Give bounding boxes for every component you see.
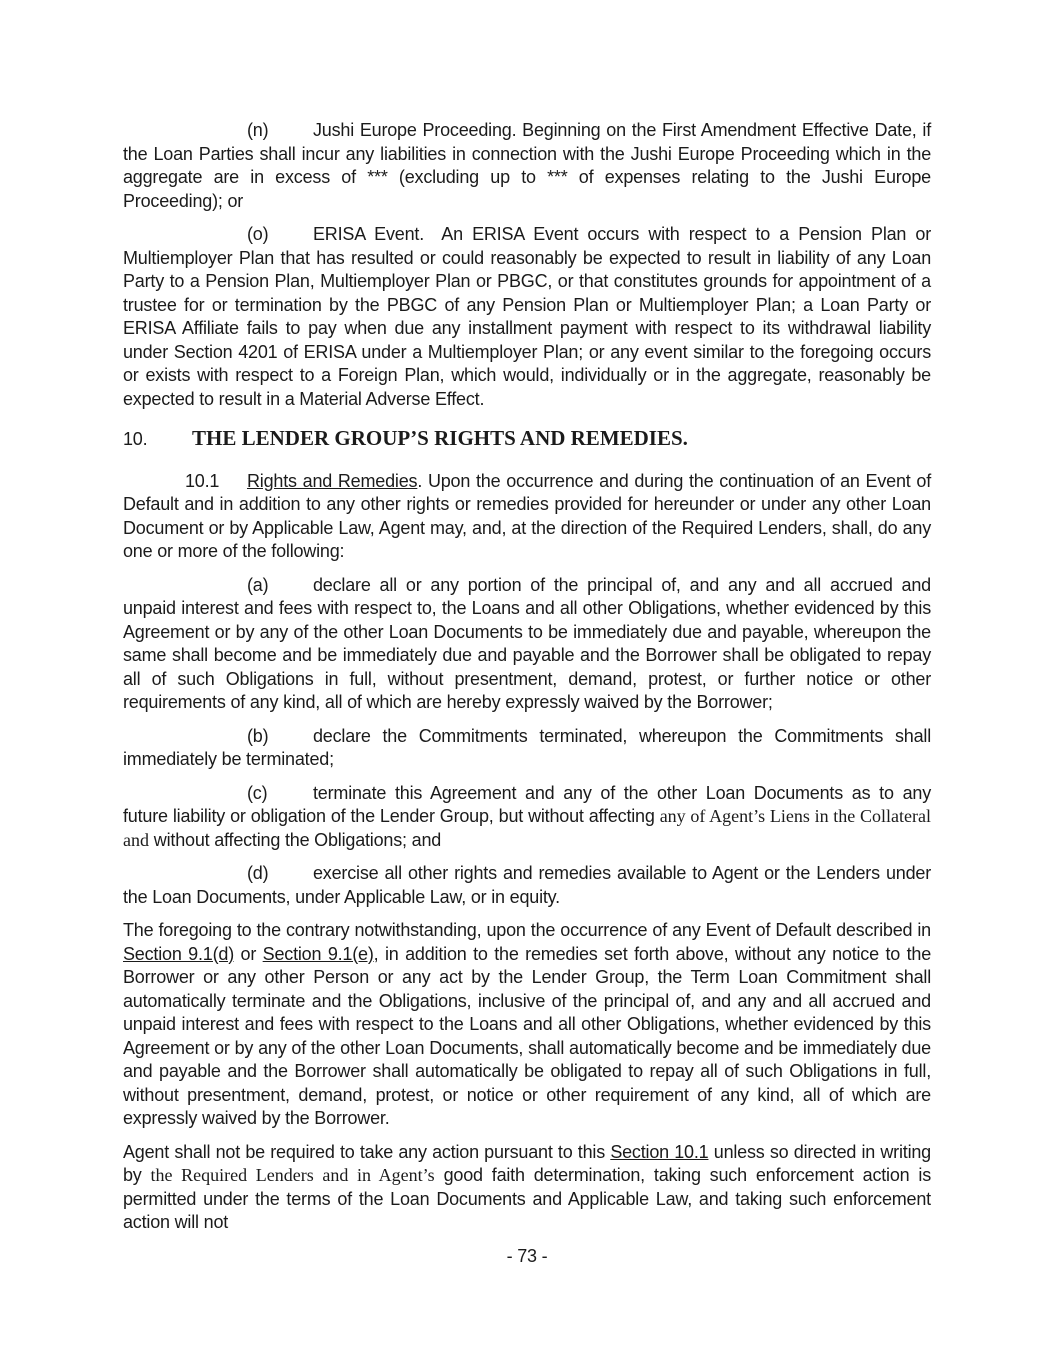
paragraph-c bbox=[123, 782, 931, 853]
paragraph-10-1 bbox=[123, 470, 931, 564]
paragraph-foregoing-text-3: , in addition to the remedies set forth above, without any notice to the Borrower or any other Person or any act by the Lender Group, the Term Loan Commitment shall automatically terminate and the Obligations, inclusive of the principal of, and any and all accrued and unpaid interest and fees with respect to the Loans and all other Obligations, whether evidenced by this Agreement or by any of the other Loan Documents, shall automatically become and be immediately due and payable and the Borrower shall automatically be obligated to repay all of such Obligations in full, without presentment, demand, protest, or notice or other requirement of any kind, all of which are expressly waived by the Borrower. bbox=[123, 943, 932, 1128]
paragraph-n bbox=[123, 119, 931, 213]
paragraph-d-text: exercise all other rights and remedies available to Agent or the Lenders under the Loan Documents, under Applicable Law, or in equity. bbox=[123, 863, 931, 907]
paragraph-b-label: (b) bbox=[247, 725, 269, 746]
paragraph-foregoing-text-1: The foregoing to the contrary notwithstanding, upon the occurrence of any Event of Default described in bbox=[123, 920, 931, 940]
paragraph-c-serif-text: any of Agent’s Liens in the Collateral and bbox=[123, 806, 931, 850]
paragraph-agent-text-3: good faith determination, taking such enforcement action is permitted under the terms of the Loan Documents and Applicable Law, and taking such enforcement action will not bbox=[123, 1165, 931, 1232]
paragraph-agent bbox=[123, 1141, 931, 1235]
paragraph-a-text: declare all or any portion of the principal of, and any and all accrued and unpaid interest and fees with respect to, the Loans and all other Obligations, whether evidenced by this Agreement or by any of the other Loan Documents to be immediately due and payable, whereupon the same shall become and be immediately due and payable and the Borrower shall be obligated to repay all of such Obligations in full, without presentment, demand, protest, or further notice or other requirements of any kind, all of which are hereby expressly waived by the Borrower; bbox=[123, 574, 931, 712]
paragraph-10-1-text: . Upon the occurrence and during the continuation of an Event of Default and in addition to any other rights or remedies provided for hereunder or under any other Loan Document or by Applicable Law, Agent may, and, at the direction of the Required Lenders, shall, do any one or more of the following: bbox=[123, 470, 932, 561]
paragraph-d-label: (d) bbox=[247, 863, 269, 883]
paragraph-a-label: (a) bbox=[247, 574, 269, 595]
paragraph-10-1-label: 10.1 bbox=[185, 470, 220, 491]
paragraph-o-text: ERISA Event. An ERISA Event occurs with respect to a Pension Plan or Multiemployer Plan that has resulted or could reasonably be expected to result in liability of any Loan Party to a Pension Plan, Multiemployer Plan or PBGC, or that constitutes grounds for appointment of a trustee for or termination by the PBGC of any Pension Plan or Multiemployer Plan; a Loan Party or ERISA Affiliate fails to pay when due any installment payment with respect to its withdrawal liability under Section 4201 of ERISA under a Multiemployer Plan; or any event similar to the foregoing occurs or exists with respect to a Foreign Plan, which would, individually or in the aggregate, reasonably be expected to result in a Material Adverse Effect. bbox=[123, 224, 931, 409]
paragraph-n-label: (n) bbox=[247, 120, 269, 140]
paragraph-o-label: (o) bbox=[247, 224, 269, 244]
paragraph-d bbox=[123, 862, 931, 909]
paragraph-foregoing bbox=[123, 919, 931, 1131]
paragraph-c-text-1: terminate this Agreement and any of the other Loan Documents as to any future liability or obligation of the Lender Group, but without affecting bbox=[123, 782, 931, 826]
paragraph-agent-text-1: Agent shall not be required to take any action pursuant to this bbox=[123, 1141, 611, 1162]
paragraph-agent-text-2: unless so directed in writing by bbox=[123, 1141, 931, 1185]
paragraph-agent-serif-text: the Required Lenders and in Agent’s bbox=[150, 1165, 435, 1185]
section-9-1-d-reference: Section 9.1(d) bbox=[123, 943, 234, 964]
section-9-1-e-reference: Section 9.1(e) bbox=[262, 943, 374, 964]
page-footer bbox=[123, 1245, 931, 1269]
paragraph-c-label: (c) bbox=[247, 782, 268, 803]
paragraph-n-text: Jushi Europe Proceeding. Beginning on the First Amendment Effective Date, if the Loan Parties shall incur any liabilities in connection with the Jushi Europe Proceeding which in the aggregate are in excess of *** (excluding up to *** of expenses relating to the Jushi Europe Proceeding); or bbox=[123, 120, 931, 211]
rights-and-remedies-underlined: Rights and Remedies bbox=[247, 470, 418, 491]
page-number: - 73 - bbox=[506, 1245, 548, 1266]
paragraph-c-text-2: without affecting the Obligations; and bbox=[149, 829, 442, 850]
paragraph-b-text: declare the Commitments terminated, whereupon the Commitments shall immediately be terminated; bbox=[123, 725, 931, 769]
section-10-1-reference: Section 10.1 bbox=[610, 1141, 709, 1162]
paragraph-b bbox=[123, 725, 931, 772]
section-10-number: 10. bbox=[123, 429, 148, 449]
section-10-heading bbox=[123, 427, 931, 452]
paragraph-foregoing-text-2: or bbox=[234, 943, 263, 964]
section-10-title: THE LENDER GROUP’S RIGHTS AND REMEDIES. bbox=[192, 426, 688, 450]
paragraph-o bbox=[123, 223, 931, 411]
paragraph-a bbox=[123, 574, 931, 715]
